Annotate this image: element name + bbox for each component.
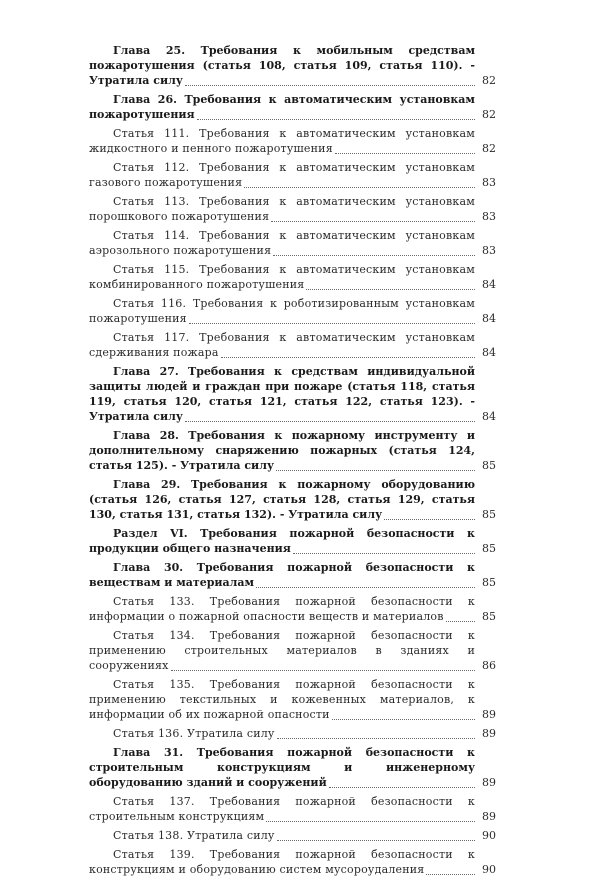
toc-entry-title: Глава 25. Требования к мобильным средствам пожаротушения (статья 108, статья 109, статья 110). - Утратила силу: [89, 44, 475, 87]
toc-page-number: 83: [482, 210, 496, 223]
toc-page-number: 82: [482, 74, 496, 87]
toc-page-number: 83: [482, 244, 496, 257]
toc-entry-article[interactable]: [0, 726, 600, 741]
toc-entry-title: Раздел VI. Требования пожарной безопасности к продукции общего назначения: [89, 527, 475, 555]
toc-page-number: 85: [482, 459, 496, 472]
toc-entry-article[interactable]: [0, 296, 600, 326]
toc-page-number: 84: [482, 410, 496, 423]
toc-entry-title: Статья 135. Требования пожарной безопасности к применению текстильных и кожевенных материалов, к информации об их пожарной опасности: [89, 678, 475, 721]
toc-page-number: 84: [482, 346, 496, 359]
toc-entry-title: Статья 138. Утратила силу: [113, 829, 275, 842]
toc-page-number: 90: [482, 863, 496, 876]
toc-entry-chapter[interactable]: [0, 477, 600, 522]
toc-entry-title: Статья 117. Требования к автоматическим установкам сдерживания пожара: [89, 331, 475, 359]
toc-entry-title: Статья 116. Требования к роботизированным установкам пожаротушения: [89, 297, 475, 325]
toc-entry-chapter[interactable]: [0, 560, 600, 590]
toc-entry-title: Статья 136. Утратила силу: [113, 727, 275, 740]
toc-page-number: 90: [482, 829, 496, 842]
toc-entry-article[interactable]: [0, 828, 600, 843]
toc-entry-chapter[interactable]: [0, 428, 600, 473]
toc-entry-title: Статья 111. Требования к автоматическим установкам жидкостного и пенного пожаротушения: [89, 127, 475, 155]
toc-page-number: 85: [482, 610, 496, 623]
toc-entry-title: Глава 28. Требования к пожарному инструменту и дополнительному снаряжению пожарных (статья 124, статья 125). - Утратила силу: [89, 429, 475, 472]
toc-page-number: 83: [482, 176, 496, 189]
toc-entry-chapter[interactable]: [0, 43, 600, 88]
toc-entry-article[interactable]: [0, 262, 600, 292]
toc-entry-article[interactable]: [0, 677, 600, 722]
table-of-contents: [0, 43, 600, 877]
toc-entry-title: Статья 115. Требования к автоматическим установкам комбинированного пожаротушения: [89, 263, 475, 291]
toc-entry-title: Статья 137. Требования пожарной безопасности к строительным конструкциям: [89, 795, 475, 823]
toc-page-number: 89: [482, 776, 496, 789]
toc-page-number: 84: [482, 312, 496, 325]
toc-entry-article[interactable]: [0, 228, 600, 258]
toc-entry-title: Глава 29. Требования к пожарному оборудованию (статья 126, статья 127, статья 128, статья 129, статья 130, статья 131, статья 132). - Утратила силу: [89, 478, 475, 521]
toc-entry-article[interactable]: [0, 194, 600, 224]
toc-page-number: 84: [482, 278, 496, 291]
toc-entry-title: Статья 112. Требования к автоматическим установкам газового пожаротушения: [89, 161, 475, 189]
toc-page-number: 82: [482, 108, 496, 121]
toc-entry-article[interactable]: [0, 126, 600, 156]
toc-page-number: 89: [482, 810, 496, 823]
toc-page-number: 85: [482, 576, 496, 589]
toc-entry-title: Глава 27. Требования к средствам индивидуальной защиты людей и граждан при пожаре (статья 118, статья 119, статья 120, статья 121, статья 122, статья 123). - Утратила силу: [89, 365, 475, 423]
toc-entry-title: Глава 30. Требования пожарной безопасности к веществам и материалам: [89, 561, 475, 589]
toc-entry-title: Статья 139. Требования пожарной безопасности к конструкциям и оборудованию систем мусороудаления: [89, 848, 475, 876]
toc-entry-article[interactable]: [0, 628, 600, 673]
toc-entry-title: Статья 113. Требования к автоматическим установкам порошкового пожаротушения: [89, 195, 475, 223]
toc-entry-title: Глава 31. Требования пожарной безопасности к строительным конструкциям и инженерному оборудованию зданий и сооружений: [89, 746, 475, 789]
toc-entry-chapter[interactable]: [0, 92, 600, 122]
toc-entry-title: Статья 114. Требования к автоматическим установкам аэрозольного пожаротушения: [89, 229, 475, 257]
toc-entry-title: Статья 133. Требования пожарной безопасности к информации о пожарной опасности веществ и материалов: [89, 595, 475, 623]
toc-entry-chapter[interactable]: [0, 745, 600, 790]
toc-page-number: 89: [482, 708, 496, 721]
toc-page-number: 85: [482, 542, 496, 555]
toc-entry-article[interactable]: [0, 330, 600, 360]
toc-page-number: 82: [482, 142, 496, 155]
toc-entry-article[interactable]: [0, 794, 600, 824]
toc-page-number: 89: [482, 727, 496, 740]
toc-entry-chapter[interactable]: [0, 364, 600, 424]
toc-entry-article[interactable]: [0, 847, 600, 877]
toc-page-number: 85: [482, 508, 496, 521]
toc-entry-title: Статья 134. Требования пожарной безопасности к применению строительных материалов в зданиях и сооружениях: [89, 629, 475, 672]
toc-page-number: 86: [482, 659, 496, 672]
toc-entry-article[interactable]: [0, 594, 600, 624]
toc-entry-section[interactable]: [0, 526, 600, 556]
toc-entry-title: Глава 26. Требования к автоматическим установкам пожаротушения: [89, 93, 475, 121]
toc-entry-article[interactable]: [0, 160, 600, 190]
